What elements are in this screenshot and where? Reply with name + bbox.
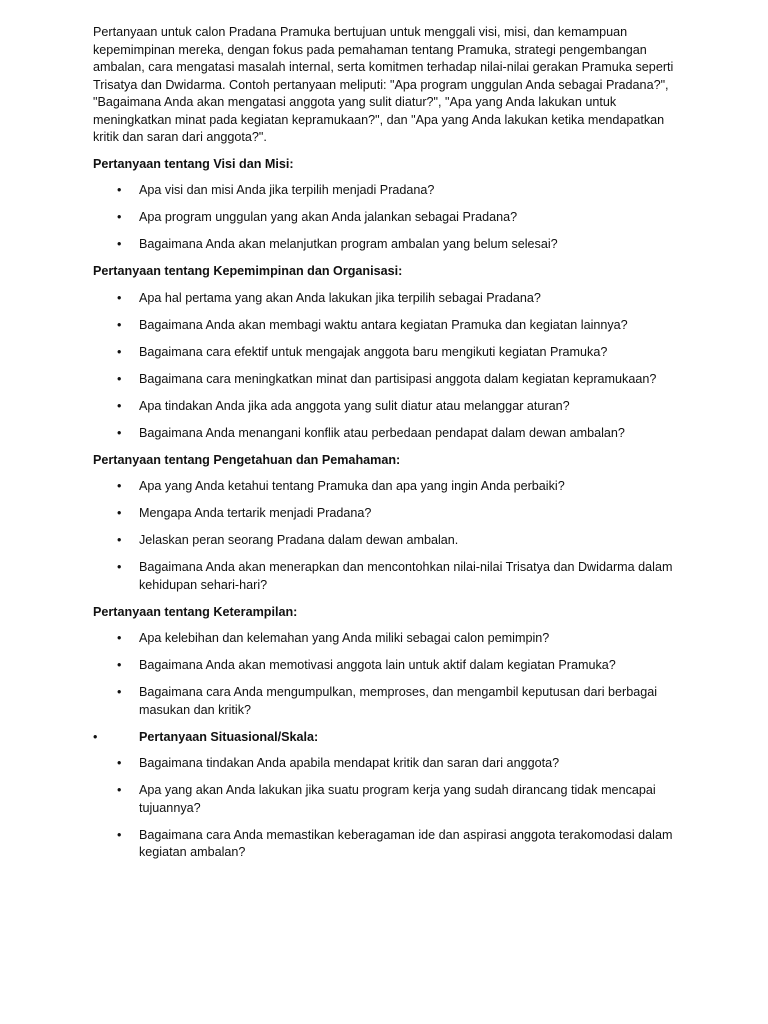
section-heading-visi-misi: Pertanyaan tentang Visi dan Misi: bbox=[93, 156, 294, 171]
list-item: • Apa yang akan Anda lakukan jika suatu program kerja yang sudah dirancang tidak mencapai tujuannya? bbox=[93, 782, 680, 817]
section-heading-kepemimpinan: Pertanyaan tentang Kepemimpinan dan Organisasi: bbox=[93, 264, 403, 278]
list-item: • Bagaimana tindakan Anda apabila mendapat kritik dan saran dari anggota? bbox=[93, 755, 680, 773]
list-item: • Jelaskan peran seorang Pradana dalam dewan ambalan. bbox=[93, 532, 680, 550]
list-item: • Bagaimana Anda akan menerapkan dan mencontohkan nilai-nilai Trisatya dan Dwidarma dalam kehidupan sehari-hari? bbox=[93, 559, 680, 594]
list-item: • Bagaimana Anda akan membagi waktu antara kegiatan Pramuka dan kegiatan lainnya? bbox=[93, 317, 680, 335]
list-item: • Bagaimana cara meningkatkan minat dan partisipasi anggota dalam kegiatan kepramukaan? bbox=[93, 371, 680, 389]
section-heading-pengetahuan: Pertanyaan tentang Pengetahuan dan Pemahaman: bbox=[93, 452, 401, 467]
section-heading-situasional: • Pertanyaan Situasional/Skala: bbox=[93, 729, 680, 747]
list-situasional bbox=[93, 755, 680, 862]
list-item: • Bagaimana Anda akan melanjutkan program ambalan yang belum selesai? bbox=[93, 236, 680, 254]
list-pengetahuan bbox=[93, 478, 680, 594]
list-keterampilan bbox=[93, 630, 680, 719]
intro-paragraph: Pertanyaan untuk calon Pradana Pramuka bertujuan untuk menggali visi, misi, dan kemampuan kepemimpinan mereka, dengan fokus pada pemahaman tentang Pramuka, strategi pengembangan ambalan, cara mengatasi masalah internal, serta komitmen terhadap nilai-nilai gerakan Pramuka seperti Trisatya dan Dwidarma. Contoh pertanyaan meliputi: "Apa program unggulan Anda sebagai Pradana?", "Bagaimana Anda akan mengatasi anggota yang sulit diatur?", "Apa yang Anda lakukan untuk meningkatkan minat pada kegiatan kepramukaan?", dan "Apa yang Anda lakukan ketika mendapatkan kritik dan saran dari anggota?". bbox=[93, 25, 674, 144]
list-item: • Mengapa Anda tertarik menjadi Pradana? bbox=[93, 505, 680, 523]
list-item: • Apa hal pertama yang akan Anda lakukan jika terpilih sebagai Pradana? bbox=[93, 290, 680, 308]
list-item: • Bagaimana cara Anda memastikan keberagaman ide dan aspirasi anggota terakomodasi dalam kegiatan ambalan? bbox=[93, 827, 680, 862]
list-item: • Bagaimana cara Anda mengumpulkan, memproses, dan mengambil keputusan dari berbagai masukan dan kritik? bbox=[93, 684, 680, 719]
list-item: • Apa visi dan misi Anda jika terpilih menjadi Pradana? bbox=[93, 182, 680, 200]
list-item: • Bagaimana Anda menangani konflik atau perbedaan pendapat dalam dewan ambalan? bbox=[93, 425, 680, 443]
list-item: • Bagaimana Anda akan memotivasi anggota lain untuk aktif dalam kegiatan Pramuka? bbox=[93, 657, 680, 675]
list-kepemimpinan bbox=[93, 290, 680, 443]
section-heading-keterampilan: Pertanyaan tentang Keterampilan: bbox=[93, 604, 298, 619]
list-item: • Apa yang Anda ketahui tentang Pramuka dan apa yang ingin Anda perbaiki? bbox=[93, 478, 680, 496]
list-visi-misi bbox=[93, 182, 680, 254]
list-item: • Apa kelebihan dan kelemahan yang Anda miliki sebagai calon pemimpin? bbox=[93, 630, 680, 648]
list-item: • Apa tindakan Anda jika ada anggota yang sulit diatur atau melanggar aturan? bbox=[93, 398, 680, 416]
list-item: • Apa program unggulan yang akan Anda jalankan sebagai Pradana? bbox=[93, 209, 680, 227]
list-item: • Bagaimana cara efektif untuk mengajak anggota baru mengikuti kegiatan Pramuka? bbox=[93, 344, 680, 362]
